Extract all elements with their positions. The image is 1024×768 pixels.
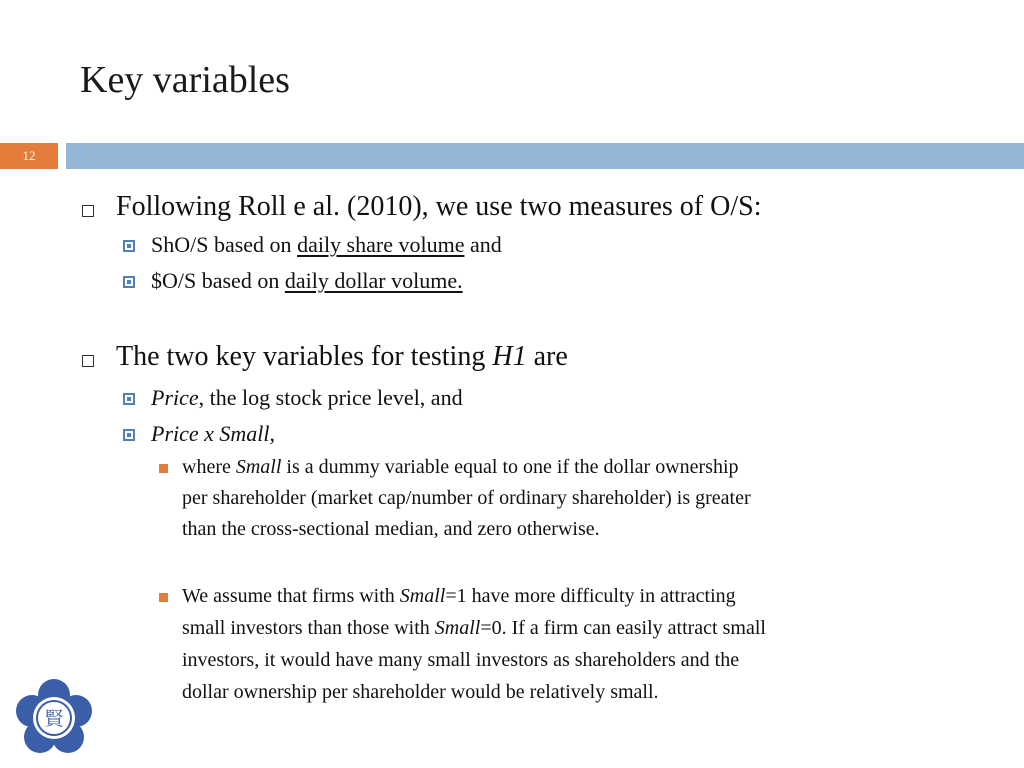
- sub-sub-bullet-assumption-line2: [182, 617, 766, 640]
- sub-bullet-sho-s: [151, 232, 502, 258]
- sub-sub-bullet-assumption-line3: investors, it would have many small investors as shareholders and the: [182, 649, 740, 671]
- sub-sub-bullet-small-definition-line2: per shareholder (market cap/number of ordinary shareholder) is greater: [182, 487, 751, 509]
- square-bullet-icon: [123, 276, 135, 288]
- underlined-term-daily-share-volume: daily share volume: [297, 232, 465, 257]
- body-text: small investors than those with: [182, 617, 435, 639]
- body-text-italic: Small: [434, 617, 481, 639]
- sub-bullet-text: ,: [269, 421, 276, 446]
- square-bullet-icon: [123, 393, 135, 405]
- sub-bullet-italic: Price: [151, 385, 199, 410]
- slide-number: 12: [0, 143, 58, 169]
- sub-bullet-text: , the log stock price level, and: [198, 385, 463, 410]
- filled-square-bullet-icon: [159, 464, 168, 473]
- logo-glyph: 賢: [44, 708, 64, 730]
- square-bullet-icon: [123, 429, 135, 441]
- sub-sub-bullet-small-definition-line3: than the cross-sectional median, and zero otherwise.: [182, 518, 600, 540]
- bullet-item-measures: [116, 191, 761, 223]
- sub-sub-bullet-small-definition-line1: [182, 456, 739, 479]
- body-text: where: [182, 456, 236, 478]
- underlined-term-daily-dollar-volume: daily dollar volume.: [284, 268, 463, 293]
- hollow-square-bullet-icon: [82, 205, 94, 217]
- sub-bullet-dollar-o-s: [151, 268, 463, 294]
- sub-bullet-text: and: [464, 232, 502, 257]
- sub-sub-bullet-assumption-line4: dollar ownership per shareholder would be relatively small.: [182, 681, 659, 703]
- bullet-text: are: [526, 341, 568, 372]
- sub-bullet-price: [151, 385, 463, 411]
- body-text: is a dummy variable equal to one if the dollar ownership: [281, 456, 739, 478]
- body-text-italic: Small: [399, 585, 446, 607]
- body-text: =1 have more difficulty in attracting: [445, 585, 736, 607]
- square-bullet-icon: [123, 240, 135, 252]
- sub-sub-bullet-assumption-line1: [182, 585, 736, 608]
- sub-bullet-text: $O/S based on: [151, 268, 285, 293]
- body-text: =0. If a firm can easily attract small: [480, 617, 766, 639]
- hollow-square-bullet-icon: [82, 355, 94, 367]
- bullet-text: The two key variables for testing: [116, 341, 493, 372]
- filled-square-bullet-icon: [159, 593, 168, 602]
- slide-title: Key variables: [80, 59, 290, 101]
- bullet-text: Following Roll e al. (2010), we use two measures of O/S:: [116, 191, 762, 222]
- body-text-italic: Small: [235, 456, 282, 478]
- sub-bullet-italic: Price x Small: [151, 421, 270, 446]
- body-text: We assume that firms with: [182, 585, 400, 607]
- bullet-item-key-variables: [116, 341, 568, 373]
- header-bar: [66, 143, 1024, 169]
- sub-bullet-text: ShO/S based on: [151, 232, 298, 257]
- university-logo-icon: [14, 678, 94, 758]
- bullet-text-italic: H1: [492, 341, 527, 372]
- sub-bullet-price-x-small: [151, 421, 275, 447]
